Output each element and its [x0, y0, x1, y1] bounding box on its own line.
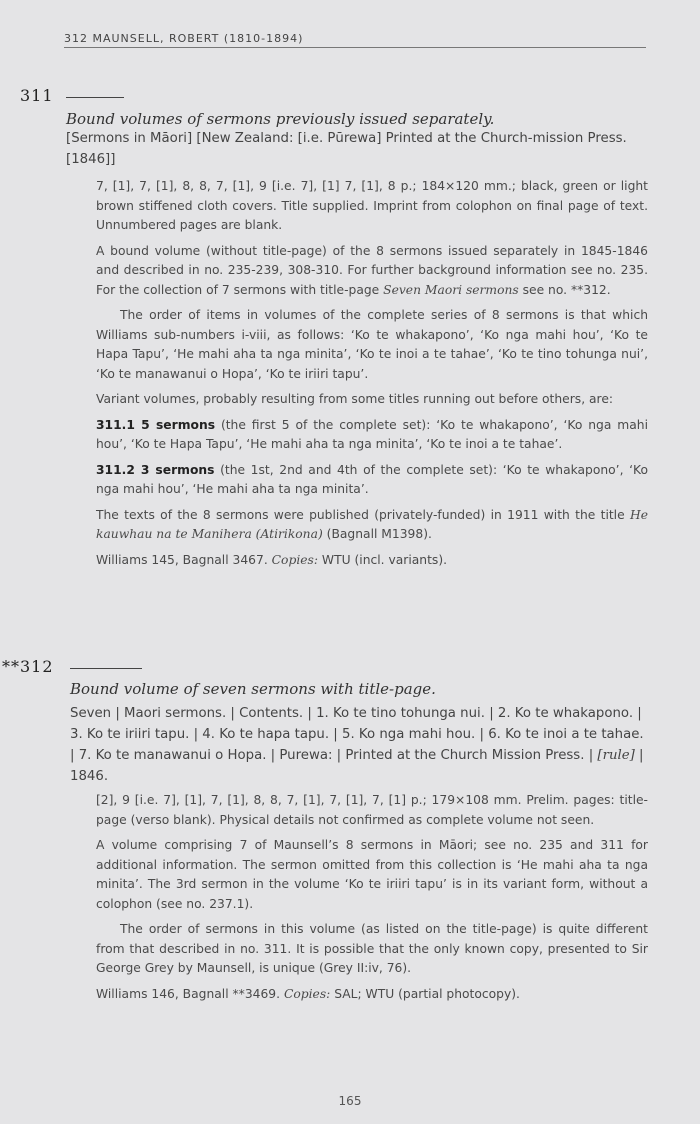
physical-description: 7, [1], 7, [1], 8, 8, 7, [1], 9 [i.e. 7], [1] 7, [1], 8 p.; 184×120 mm.; black, green or light brown stiffened cloth covers. Title supplied. Imprint from colophon on final page of text. Unnumbered pages are blank.: [96, 179, 648, 232]
note-paragraph: A bound volume (without title-page) of the 8 sermons issued separately in 1845-1846 and described in no. 235-239, 308-310. For further background information see no. 235. For the collection of 7 sermons with title-page Seven Maori sermons see no. **312.: [96, 243, 648, 297]
note-paragraph: Variant volumes, probably resulting from some titles running out before others, are:: [96, 392, 614, 406]
references: Williams 146, Bagnall **3469. Copies: SAL; WTU (partial photocopy).: [96, 986, 520, 1001]
entry-title-312: Bound volume of seven sermons with title-page.: [70, 680, 436, 698]
note-paragraph: The order of sermons in this volume (as listed on the title-page) is quite different from that described in no. 311. It is possible that the only known copy, presented to Sir George Grey by Maunsell, is unique (Grey II:iv, 76).: [96, 922, 648, 975]
entry-imprint-312: Seven | Maori sermons. | Contents. | 1. Ko te tino tohunga nui. | 2. Ko te whakapono. | 3. Ko te iriiri tapu. | 4. Ko te hapa tapu. | 5. Ko nga mahi hou. | 6. Ko te inoi a te tahae. | 7. Ko te manawanui o Hopa. | Purewa: | Printed at the Church Mission Press. | [rule] | 1846.: [70, 706, 644, 784]
entry-imprint-311: [Sermons in Māori] [New Zealand: [i.e. Pūrewa] Printed at the Church-mission Press. [1846]]: [66, 131, 627, 167]
entry-number-311: 311: [20, 86, 54, 105]
entry-body-311: [96, 177, 648, 576]
entry-number-312: **312: [2, 657, 54, 676]
note-paragraph: The texts of the 8 sermons were published (privately-funded) in 1911 with the title He kauwhau na te Manihera (Atirikona) (Bagnall M1398).: [96, 507, 648, 541]
note-paragraph: A volume comprising 7 of Maunsell’s 8 sermons in Māori; see no. 235 and 311 for additional information. The sermon omitted from this collection is ‘He mahi aha ta nga minita’. The 3rd sermon in the volume ‘Ko te iriiri tapu’ is in its variant form, without a colophon (see no. 237.1).: [96, 838, 648, 911]
physical-description: [2], 9 [i.e. 7], [1], 7, [1], 8, 8, 7, [1], 7, [1], 7, [1] p.; 179×108 mm. Prelim. pages: title-page (verso blank). Physical details not confirmed as complete volume not seen.: [96, 793, 648, 827]
entry-title-311: Bound volumes of sermons previously issued separately.: [66, 110, 495, 128]
note-paragraph: The order of items in volumes of the complete series of 8 sermons is that which Williams sub-numbers i-viii, as follows: ‘Ko te whakapono’, ‘Ko nga mahi hou’, ‘Ko te Hapa Tapu’, ‘He mahi aha ta nga minita’, ‘Ko te inoi a te tahae’, ‘Ko te tino tohunga nui’, ‘Ko te manawanui o Hopa’, ‘Ko te iriiri tapu’.: [96, 308, 648, 381]
running-head: 312 MAUNSELL, ROBERT (1810-1894): [64, 32, 304, 45]
page-number: 165: [338, 1094, 362, 1108]
references: Williams 145, Bagnall 3467. Copies: WTU (incl. variants).: [96, 552, 448, 567]
entry-body-312: [96, 791, 648, 1010]
variant-311-1: 311.1 5 sermons (the first 5 of the complete set): ‘Ko te whakapono’, ‘Ko nga mahi hou’, ‘Ko te Hapa Tapu’, ‘He mahi aha ta nga minita’, ‘Ko te inoi a te tahae’.: [96, 417, 648, 451]
entry-dash-311: [66, 97, 124, 98]
entry-dash-312: [70, 668, 142, 669]
variant-311-2: 311.2 3 sermons (the 1st, 2nd and 4th of the complete set): ‘Ko te whakapono’, ‘Ko nga mahi hou’, ‘He mahi aha ta nga minita’.: [96, 462, 648, 496]
header-rule: [64, 47, 646, 48]
